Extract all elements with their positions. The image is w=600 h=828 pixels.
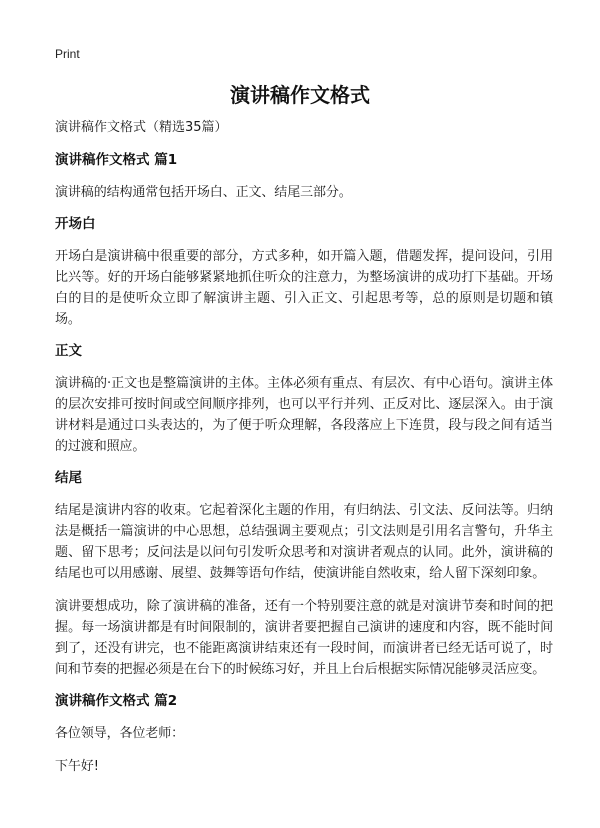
print-link[interactable]: Print [55, 47, 80, 61]
heading-opening: 开场白 [55, 216, 96, 232]
document-subtitle: 演讲稿作文格式（精选35篇） [55, 120, 228, 135]
paragraph-ending: 结尾是演讲内容的收束。它起着深化主题的作用，有归纳法、引文法、反问法等。归纳法是概括一篇演讲的中心思想，总结强调主要观点；引文法则是引用名言警句，升华主题、留下思考；反问法是以问句引发听众思考和对演讲者观点的认同。此外，演讲稿的结尾也可以用感谢、展望、鼓舞等语句作结，使演讲能自然收束，给人留下深刻印象。 [55, 503, 553, 581]
paragraph-body: 演讲稿的·正文也是整篇演讲的主体。主体必须有重点、有层次、有中心语句。演讲主体的层次安排可按时间或空间顺序排列，也可以平行并列、正反对比、逐层深入。由于演讲材料是通过口头表达的，为了便于听众理解，各段落应上下连贯，段与段之间有适当的过渡和照应。 [55, 376, 553, 454]
section-heading-2: 演讲稿作文格式 篇2 [55, 693, 178, 709]
page-title: 演讲稿作文格式 [230, 83, 370, 107]
paragraph-opening: 开场白是演讲稿中很重要的部分，方式多种，如开篇入题，借题发挥，提问设问，引用比兴等。好的开场白能够紧紧地抓住听众的注意力，为整场演讲的成功打下基础。开场白的目的是使听众立即了解演讲主题、引入正文、引起思考等，总的原则是切题和镇场。 [55, 249, 553, 327]
paragraph-structure: 演讲稿的结构通常包括开场白、正文、结尾三部分。 [55, 185, 352, 200]
paragraph-greeting: 各位领导，各位老师： [55, 726, 185, 741]
paragraph-rhythm: 演讲要想成功，除了演讲稿的准备，还有一个特别要注意的就是对演讲节奏和时间的把握。每一场演讲都是有时间限制的，演讲者要把握自己演讲的速度和内容，既不能时间到了，还没有讲完，也不能距离演讲结束还有一段时间，而演讲者已经无话可说了，时间和节奏的把握必须是在台下的时候练习好，并且上台后根据实际情况能够灵活应变。 [55, 599, 553, 677]
heading-ending: 结尾 [55, 470, 82, 486]
paragraph-good-afternoon: 下午好! [55, 759, 99, 774]
section-heading-1: 演讲稿作文格式 篇1 [55, 152, 178, 168]
document-body [55, 119, 553, 789]
heading-body: 正文 [55, 343, 82, 359]
